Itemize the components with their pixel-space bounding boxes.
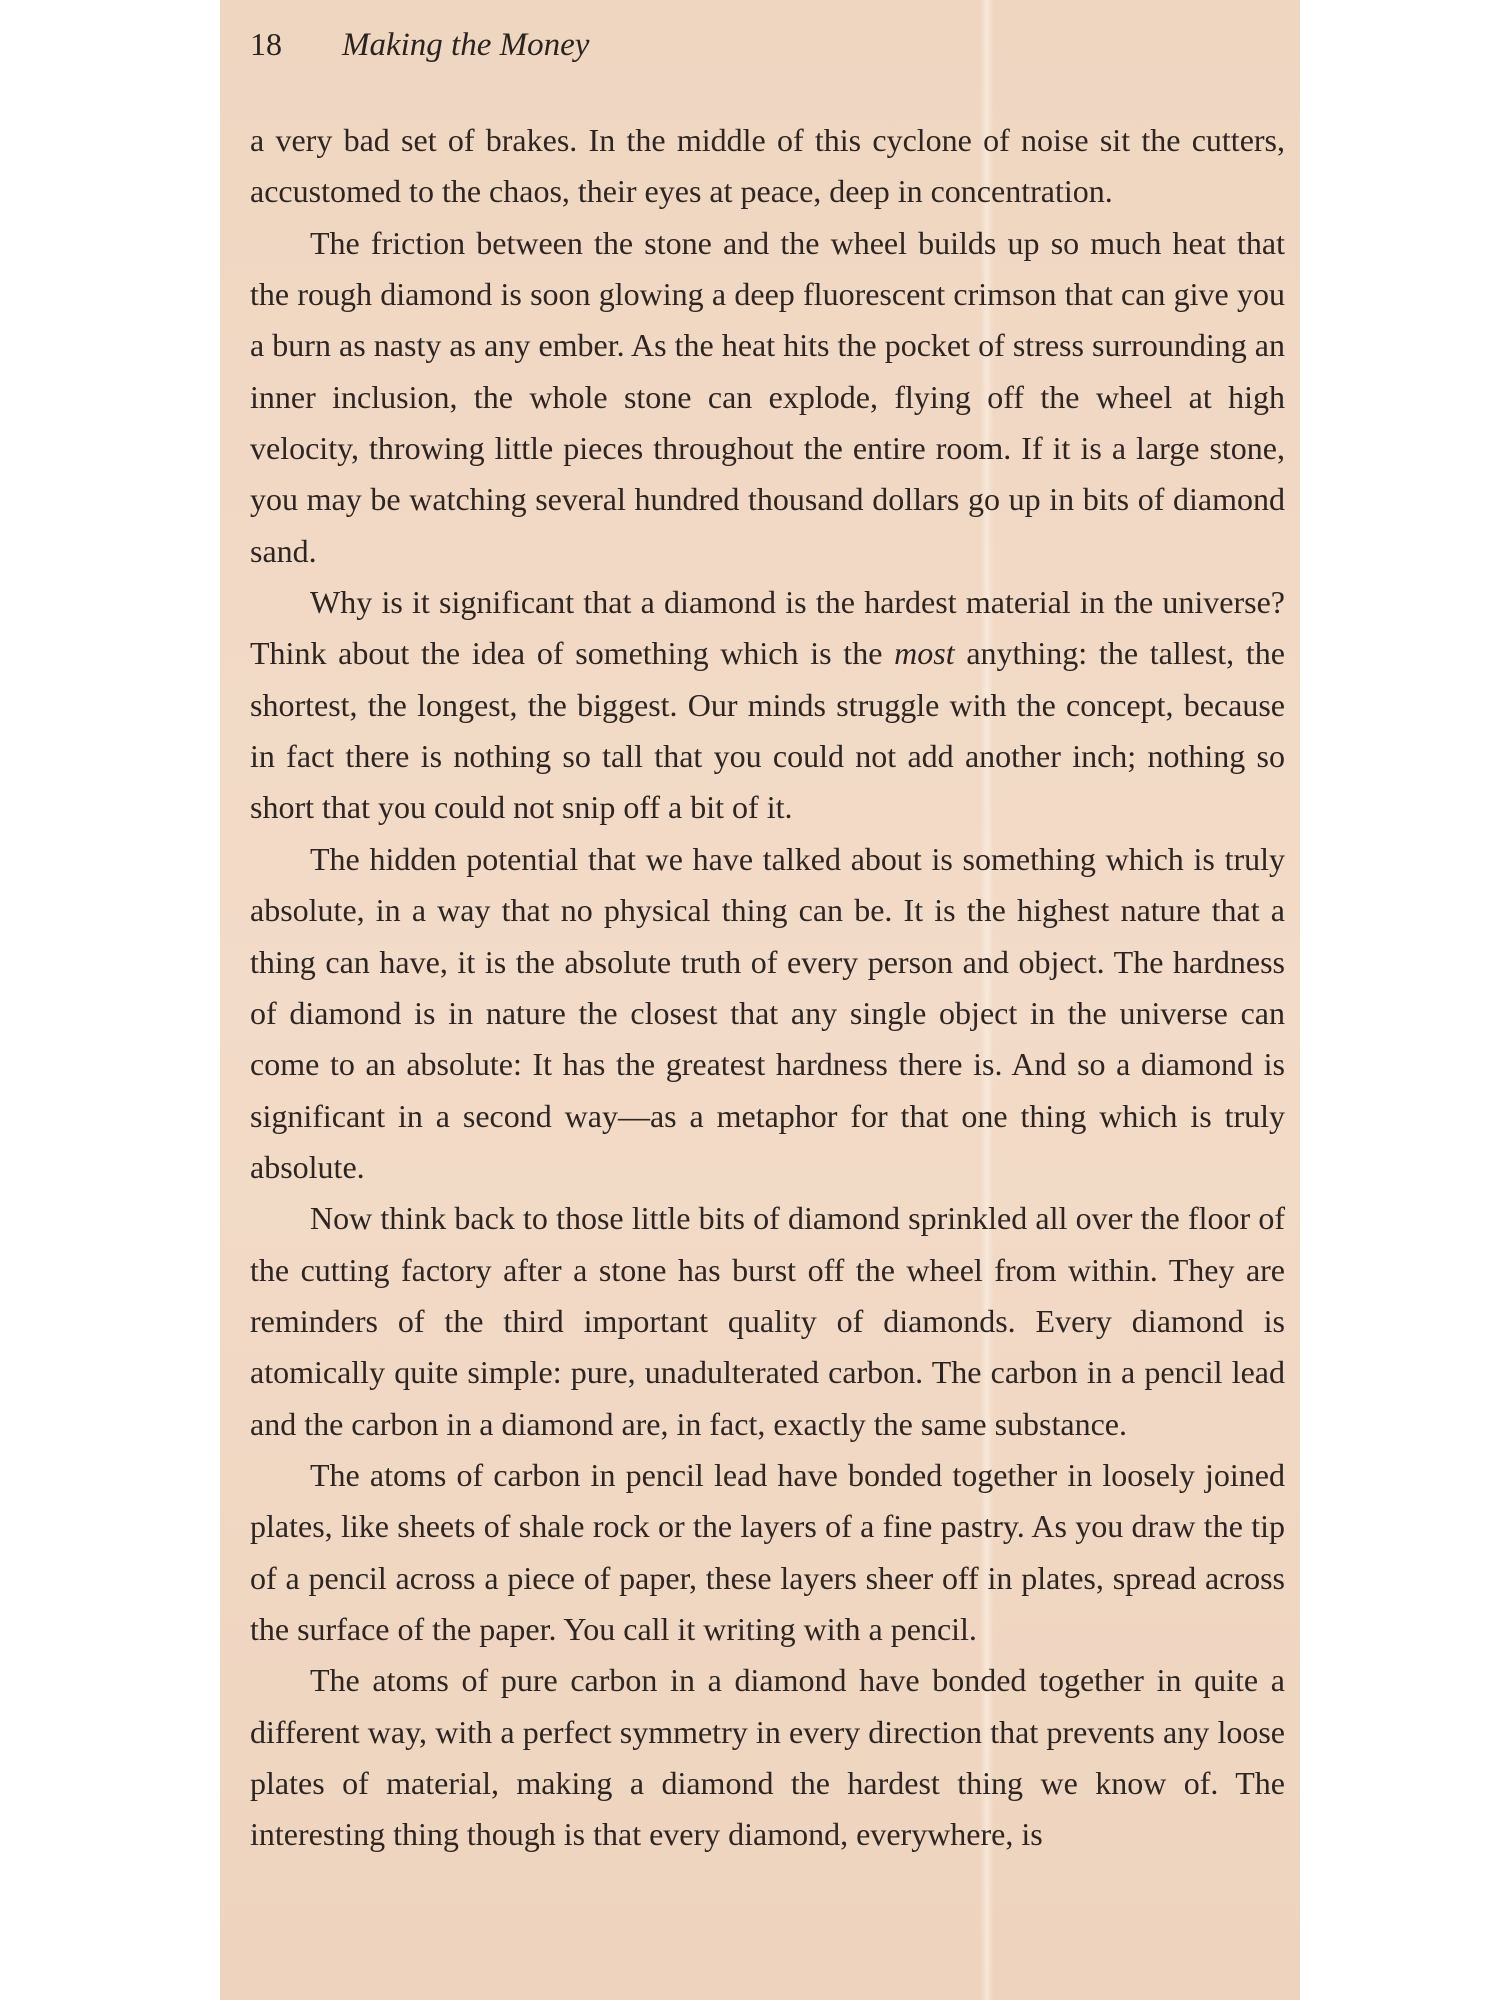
paragraph-diamond-bits: Now think back to those little bits of diamond sprinkled all over the floor of the cutting factory after a stone has burst off the wheel from within. They are reminders of the third important quality of diamonds. Every diamond is atomically quite simple: pure, unadulterated carbon. The carbon in a pencil lead and the carbon in a diamond are, in fact, exactly the same substance. — [250, 1200, 1285, 1442]
paragraph-text-after: anything: the tallest, the shortest, the longest, the biggest. Our minds struggle with the concept, because in fact there is nothing so tall that you could not add another inch; nothing so short that you could not snip off a bit of it. — [250, 635, 1286, 826]
page-number: 18 — [250, 26, 282, 62]
paragraph-diamond-atoms: The atoms of pure carbon in a diamond have bonded together in quite a different way, with a perfect symmetry in every direction that prevents any loose plates of material, making a diamond the hardest thing we know of. The interesting thing though is that every diamond, everywhere, is — [250, 1662, 1285, 1853]
paragraph-text-before: Why is it significant that a diamond is the hardest material in the universe? Think about the idea of something which is the — [250, 584, 1285, 672]
paragraph-friction: The friction between the stone and the wheel builds up so much heat that the rough diamond is soon glowing a deep fluorescent crimson that can give you a burn as nasty as any ember. As the heat hits the pocket of stress surrounding an inner inclusion, the whole stone can explode, flying off the wheel at high velocity, throwing little pieces throughout the entire room. If it is a large stone, you may be watching several hundred thousand dollars go up in bits of diamond sand. — [250, 224, 1285, 569]
body-text — [250, 115, 1285, 1861]
page-header — [250, 26, 589, 64]
paragraph-continued: a very bad set of brakes. In the middle of this cyclone of noise sit the cutters, accustomed to the chaos, their eyes at peace, deep in concentration. — [250, 122, 1285, 210]
emphasis-most: most — [894, 635, 955, 672]
paragraph-pencil-lead: The atoms of carbon in pencil lead have bonded together in loosely joined plates, like sheets of shale rock or the layers of a fine pastry. As you draw the tip of a pencil across a piece of paper, these layers sheer off in plates, spread across the surface of the paper. You call it writing with a pencil. — [250, 1456, 1285, 1647]
paragraph-hidden-potential: The hidden potential that we have talked about is something which is truly absolute, in a way that no physical thing can be. It is the highest nature that a thing can have, it is the absolute truth of every person and object. The hardness of diamond is in nature the closest that any single object in the universe can come to an absolute: It has the greatest hardness there is. And so a diamond is significant in a second way—as a metaphor for that one thing which is truly absolute. — [250, 840, 1285, 1185]
book-page — [220, 0, 1300, 2000]
running-title: Making the Money — [342, 27, 590, 63]
paragraph-hardest-material — [250, 577, 1285, 834]
